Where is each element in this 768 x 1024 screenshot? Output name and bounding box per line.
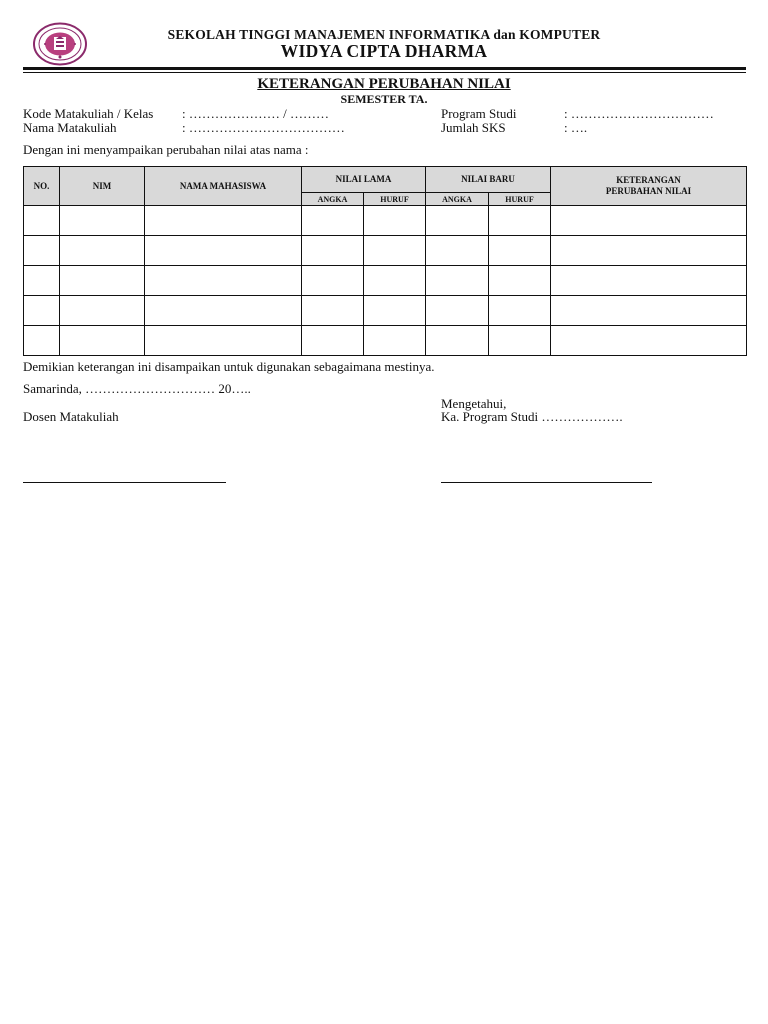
program-studi-field[interactable]: : ……………………………	[564, 106, 714, 121]
intro-text: Dengan ini menyampaikan perubahan nilai atas nama :	[23, 142, 309, 157]
table-row	[24, 296, 747, 326]
keterangan-line-1: KETERANGAN	[616, 175, 681, 185]
dosen-signature-line	[23, 482, 226, 483]
table-cell[interactable]	[24, 266, 60, 296]
table-row	[24, 236, 747, 266]
header-divider-thin	[23, 72, 746, 73]
table-cell[interactable]	[426, 206, 489, 236]
table-cell[interactable]	[551, 296, 747, 326]
institution-name: WIDYA CIPTA DHARMA	[280, 41, 488, 61]
table-cell[interactable]	[426, 296, 489, 326]
table-cell[interactable]	[60, 206, 145, 236]
table-cell[interactable]	[302, 266, 364, 296]
column-header-nilai-lama: NILAI LAMA	[302, 167, 426, 193]
table-cell[interactable]	[145, 206, 302, 236]
table-cell[interactable]	[145, 296, 302, 326]
table-cell[interactable]	[551, 236, 747, 266]
kode-matakuliah-label: Kode Matakuliah / Kelas	[23, 106, 154, 121]
table-cell[interactable]	[24, 326, 60, 356]
keterangan-line-2: PERUBAHAN NILAI	[605, 186, 692, 196]
column-header-nim: NIM	[60, 167, 145, 206]
column-header-no: NO.	[24, 167, 60, 206]
table-cell[interactable]	[551, 266, 747, 296]
table-cell[interactable]	[145, 266, 302, 296]
header-divider-thick	[23, 67, 746, 70]
table-cell[interactable]	[426, 236, 489, 266]
table-cell[interactable]	[489, 266, 551, 296]
table-cell[interactable]	[489, 296, 551, 326]
table-cell[interactable]	[364, 266, 426, 296]
column-header-nilai-baru: NILAI BARU	[426, 167, 551, 193]
table-cell[interactable]	[364, 326, 426, 356]
table-row	[24, 206, 747, 236]
column-header-nama: NAMA MAHASISWA	[145, 167, 302, 206]
nama-matakuliah-label: Nama Matakuliah	[23, 120, 117, 135]
grade-change-table	[23, 166, 747, 356]
table-cell[interactable]	[426, 266, 489, 296]
table-cell[interactable]	[489, 326, 551, 356]
table-cell[interactable]	[145, 236, 302, 266]
nama-matakuliah-field[interactable]: : ………………………………	[182, 120, 345, 135]
table-cell[interactable]	[489, 206, 551, 236]
table-cell[interactable]	[302, 326, 364, 356]
column-header-keterangan	[551, 167, 747, 206]
table-cell[interactable]	[60, 326, 145, 356]
jumlah-sks-field[interactable]: : ….	[564, 120, 588, 135]
table-cell[interactable]	[24, 296, 60, 326]
kaprodi-signature-line	[441, 482, 652, 483]
kaprodi-signature-label: Ka. Program Studi ……………….	[441, 409, 623, 424]
table-cell[interactable]	[302, 236, 364, 266]
table-cell[interactable]	[551, 206, 747, 236]
table-cell[interactable]	[364, 206, 426, 236]
program-studi-label: Program Studi	[441, 106, 517, 121]
table-cell[interactable]	[426, 326, 489, 356]
table-cell[interactable]	[60, 266, 145, 296]
table-cell[interactable]	[551, 326, 747, 356]
document-title: KETERANGAN PERUBAHAN NILAI	[257, 76, 511, 92]
table-row	[24, 266, 747, 296]
dosen-signature-label: Dosen Matakuliah	[23, 409, 119, 424]
acknowledgement-text: Mengetahui,	[441, 396, 507, 411]
table-row	[24, 326, 747, 356]
college-seal-icon	[32, 22, 88, 66]
table-cell[interactable]	[60, 236, 145, 266]
place-date-field[interactable]: Samarinda, ………………………… 20…..	[23, 381, 251, 396]
jumlah-sks-label: Jumlah SKS	[441, 120, 506, 135]
table-cell[interactable]	[24, 206, 60, 236]
table-cell[interactable]	[24, 236, 60, 266]
table-cell[interactable]	[489, 236, 551, 266]
table-cell[interactable]	[302, 206, 364, 236]
subheader-huruf-lama: HURUF	[364, 193, 426, 206]
institution-line: SEKOLAH TINGGI MANAJEMEN INFORMATIKA dan KOMPUTER	[167, 27, 601, 42]
subheader-huruf-baru: HURUF	[489, 193, 551, 206]
closing-text: Demikian keterangan ini disampaikan untuk digunakan sebagaimana mestinya.	[23, 359, 435, 374]
kode-matakuliah-field[interactable]: : ………………… / ………	[182, 106, 329, 121]
table-cell[interactable]	[302, 296, 364, 326]
subheader-angka-baru: ANGKA	[426, 193, 489, 206]
document-subtitle: SEMESTER TA.	[340, 92, 428, 106]
subheader-angka-lama: ANGKA	[302, 193, 364, 206]
table-cell[interactable]	[364, 236, 426, 266]
table-cell[interactable]	[60, 296, 145, 326]
table-cell[interactable]	[364, 296, 426, 326]
table-cell[interactable]	[145, 326, 302, 356]
